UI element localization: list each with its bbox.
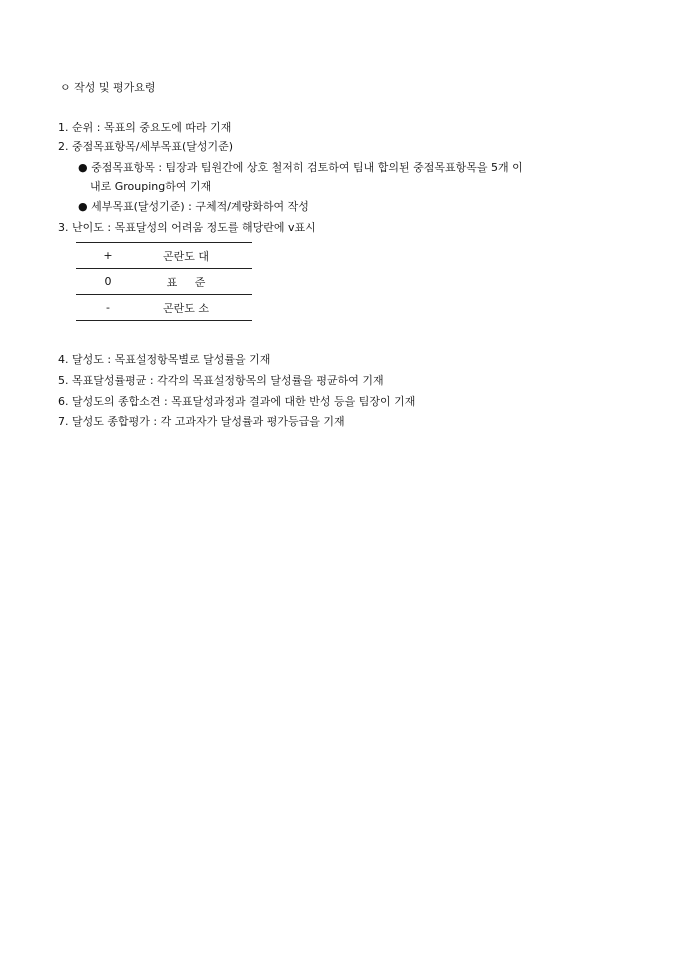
list-item-7: 7. 달성도 종합평가 : 각 고과자가 달성률과 평가등급을 기재 bbox=[58, 415, 345, 428]
difficulty-symbol: - bbox=[76, 295, 140, 321]
difficulty-label: 곤란도 소 bbox=[140, 295, 252, 321]
table-row bbox=[76, 295, 252, 321]
table-row bbox=[76, 269, 252, 295]
list-item-5: 5. 목표달성률평균 : 각각의 목표설정항목의 달성률을 평균하여 기재 bbox=[58, 374, 384, 387]
bullet-item-1-line-1: ● 중점목표항목 : 팀장과 팀원간에 상호 철저히 검토하여 팀내 합의된 중점목표항목을 5개 이 bbox=[78, 161, 523, 174]
difficulty-table bbox=[76, 242, 252, 321]
table-row bbox=[76, 243, 252, 269]
difficulty-symbol: 0 bbox=[76, 269, 140, 295]
list-item-2: 2. 중점목표항목/세부목표(달성기준) bbox=[58, 140, 234, 153]
list-item-6: 6. 달성도의 종합소견 : 목표달성과정과 결과에 대한 반성 등을 팀장이 기재 bbox=[58, 395, 416, 408]
difficulty-symbol: + bbox=[76, 243, 140, 269]
difficulty-label: 곤란도 대 bbox=[140, 243, 252, 269]
bullet-item-2: ● 세부목표(달성기준) : 구체적/계량화하여 작성 bbox=[78, 200, 309, 213]
list-item-3: 3. 난이도 : 목표달성의 어려움 정도를 해당란에 v표시 bbox=[58, 221, 316, 234]
section-heading: ㅇ 작성 및 평가요령 bbox=[60, 81, 156, 94]
difficulty-label: 표 준 bbox=[140, 269, 252, 295]
list-item-4: 4. 달성도 : 목표설정항목별로 달성률을 기재 bbox=[58, 353, 271, 366]
list-item-1: 1. 순위 : 목표의 중요도에 따라 기재 bbox=[58, 121, 232, 134]
bullet-item-1-line-2: 내로 Grouping하여 기재 bbox=[90, 180, 212, 193]
